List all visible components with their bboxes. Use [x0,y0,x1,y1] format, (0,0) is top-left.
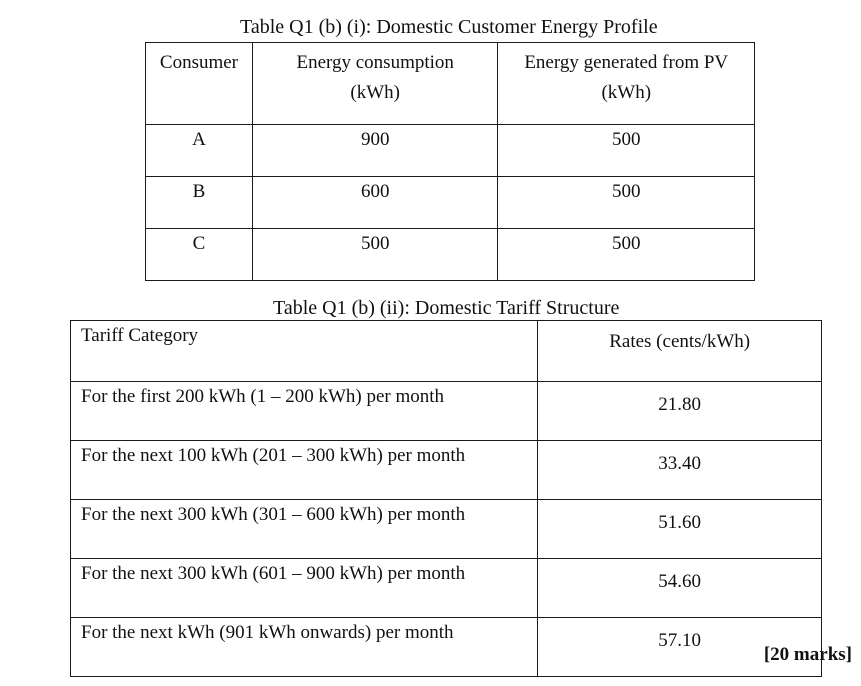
pv-generated-cell: 500 [498,229,755,281]
table-row [71,559,822,618]
table-row [71,441,822,500]
rate-cell: 57.10 [538,618,822,677]
header-label: Consumer [159,52,238,73]
consumer-cell: A [146,125,253,177]
header-label: Energy consumption [296,52,454,73]
table-row [146,229,755,281]
table1-caption: Table Q1 (b) (i): Domestic Customer Energy Profile [240,16,658,38]
header-cell-tariff-category: Tariff Category [71,321,538,382]
table-row [146,177,755,229]
header-cell-rates: Rates (cents/kWh) [538,321,822,382]
header-cell-energy-generated [498,43,755,125]
header-cell-energy-consumption [252,43,498,125]
tariff-category-cell: For the first 200 kWh (1 – 200 kWh) per month [71,382,538,441]
consumer-cell: B [146,177,253,229]
table-row [71,382,822,441]
table-row [71,618,822,677]
header-unit: (kWh) [601,82,652,103]
header-label: Energy generated from PV [524,52,729,73]
rate-cell: 33.40 [538,441,822,500]
header-cell-consumer [146,43,253,125]
rate-cell: 54.60 [538,559,822,618]
consumer-cell: C [146,229,253,281]
table-header-row [146,43,755,125]
table2-caption: Table Q1 (b) (ii): Domestic Tariff Structure [273,297,620,319]
rate-cell: 51.60 [538,500,822,559]
table-row [146,125,755,177]
marks-label: [20 marks] [763,644,852,665]
tariff-category-cell: For the next kWh (901 kWh onwards) per month [71,618,538,677]
tariff-category-cell: For the next 300 kWh (301 – 600 kWh) per month [71,500,538,559]
table-row [71,500,822,559]
consumption-cell: 900 [252,125,498,177]
tariff-category-cell: For the next 300 kWh (601 – 900 kWh) per month [71,559,538,618]
tariff-category-cell: For the next 100 kWh (201 – 300 kWh) per month [71,441,538,500]
consumption-cell: 500 [252,229,498,281]
rate-cell: 21.80 [538,382,822,441]
header-unit: (kWh) [350,82,400,103]
energy-profile-table [145,42,755,281]
table-header-row [71,321,822,382]
pv-generated-cell: 500 [498,177,755,229]
tariff-structure-table [70,320,822,677]
pv-generated-cell: 500 [498,125,755,177]
consumption-cell: 600 [252,177,498,229]
